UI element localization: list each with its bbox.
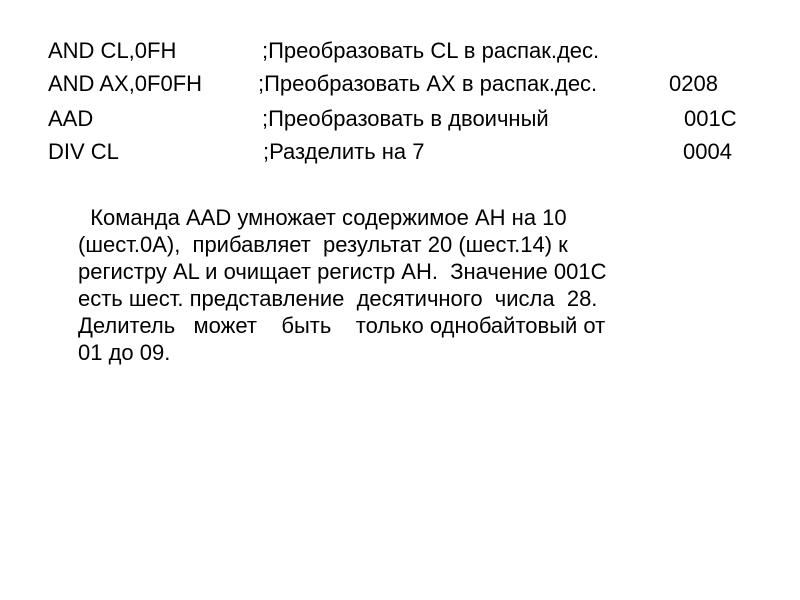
comment-text: ;Преобразовать в двоичный xyxy=(262,106,549,131)
paragraph-line: есть шест. представление десятичного числа 28. xyxy=(78,286,598,311)
paragraph-line: регистру AL и очищает регистр AH. Значение 001C xyxy=(78,259,607,284)
paragraph-line: 01 до 09. xyxy=(78,340,171,365)
register-value: 0208 xyxy=(669,71,718,96)
instruction-text: DIV CL xyxy=(48,139,119,164)
instruction-text: AAD xyxy=(48,106,94,131)
explanation-paragraph xyxy=(78,204,728,366)
code-line xyxy=(0,104,800,134)
code-line xyxy=(0,137,800,167)
register-value: 001C xyxy=(684,106,737,131)
paragraph-line: Команда AAD умножает содержимое AH на 10 xyxy=(78,205,567,230)
comment-text: ;Преобразовать CL в распак.дес. xyxy=(262,38,600,63)
register-value: 0004 xyxy=(683,139,732,164)
comment-text: ;Преобразовать AX в распак.дес. xyxy=(258,71,598,96)
code-line xyxy=(0,69,800,99)
instruction-text: AND AX,0F0FH xyxy=(48,71,203,96)
paragraph-line: (шест.0A), прибавляет результат 20 (шест.14) к xyxy=(78,232,568,257)
paragraph-line: Делитель может быть только однобайтовый от xyxy=(78,313,606,338)
comment-text: ;Разделить на 7 xyxy=(263,139,425,164)
code-line xyxy=(0,36,800,66)
instruction-text: AND CL,0FH xyxy=(48,38,177,63)
